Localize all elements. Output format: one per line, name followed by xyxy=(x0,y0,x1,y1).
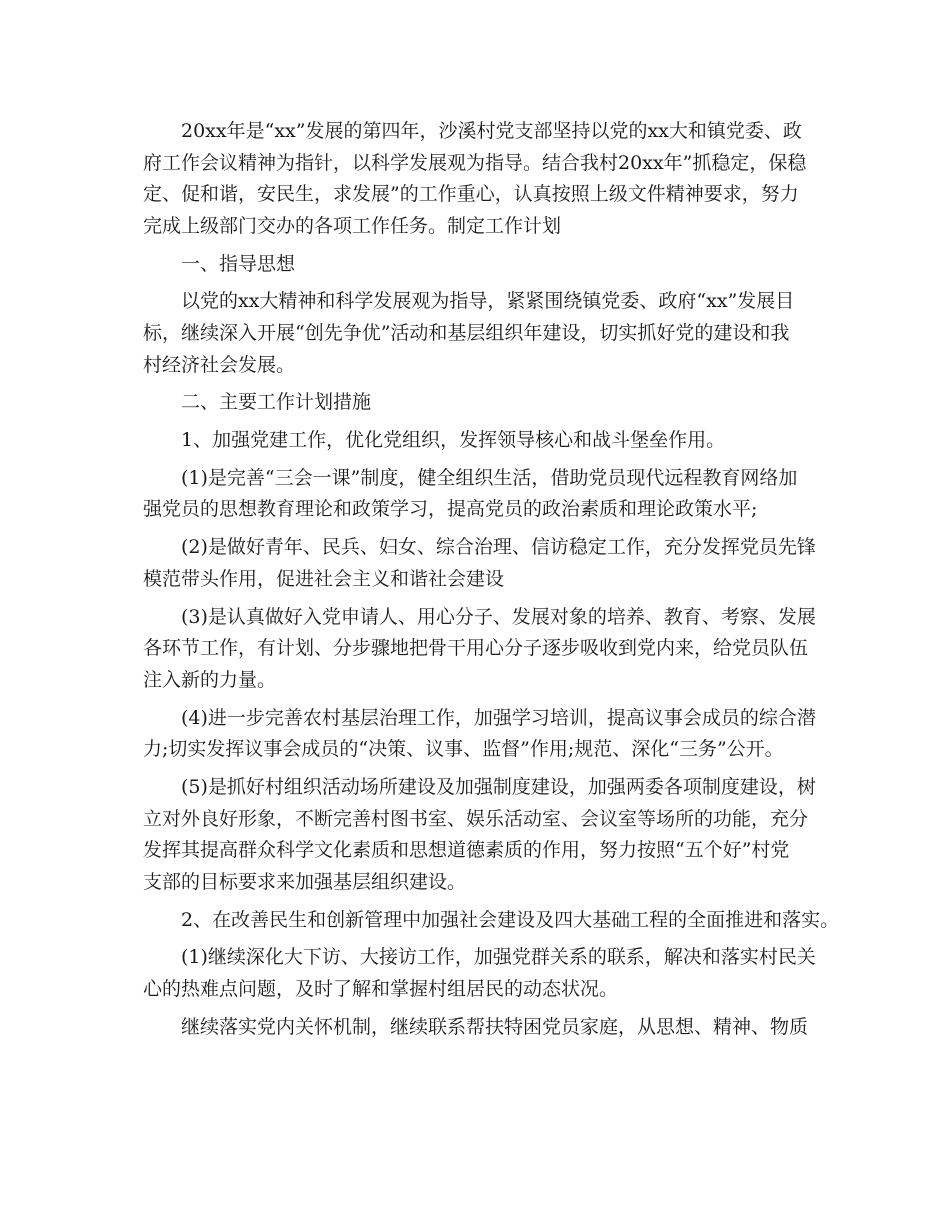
paragraph xyxy=(143,463,823,526)
paragraph xyxy=(143,942,823,1005)
text-line: 府工作会议精神为指针，以科学发展观为指导。结合我村20xx年”抓稳定，保稳 xyxy=(143,151,807,174)
text-line: 力;切实发挥议事会成员的“决策、议事、监督”作用;规范、深化“三务”公开。 xyxy=(143,738,784,761)
text-line: 20xx年是“xx”发展的第四年，沙溪村党支部坚持以党的xx大和镇党委、政 xyxy=(181,120,802,142)
paragraph xyxy=(143,249,823,281)
paragraph xyxy=(143,116,823,242)
text-line: 标，继续深入开展“创先争优”活动和基层组织年建设，切实抓好党的建设和我 xyxy=(143,321,790,344)
paragraph xyxy=(143,387,823,419)
paragraph xyxy=(143,772,823,898)
text-line: 二、主要工作计划措施 xyxy=(181,391,372,414)
paragraph xyxy=(143,1012,823,1044)
text-line: 继续落实党内关怀机制，继续联系帮扶特困党员家庭，从思想、精神、物质 xyxy=(181,1015,809,1038)
text-line: (1)继续深化大下访、大接访工作，加强党群关系的联系，解决和落实村民关 xyxy=(181,946,816,969)
text-line: 一、指导思想 xyxy=(181,252,296,275)
text-line: 支部的目标要求来加强基层组织建设。 xyxy=(143,870,467,893)
paragraph xyxy=(143,532,823,595)
text-line: (4)进一步完善农村基层治理工作，加强学习培训，提高议事会成员的综合潜 xyxy=(181,706,816,729)
text-line: 注入新的力量。 xyxy=(143,668,277,691)
text-line: (3)是认真做好入党申请人、用心分子、发展对象的培养、教育、考察、发展 xyxy=(181,605,816,628)
text-line: 发挥其提高群众科学文化素质和思想道德素质的作用，努力按照“五个好”村党 xyxy=(143,839,790,862)
text-line: 立对外良好形象，不断完善村图书室、娱乐活动室、会议室等场所的功能，充分 xyxy=(143,807,809,830)
text-line: 模范带头作用，促进社会主义和谐社会建设 xyxy=(143,567,505,590)
text-line: (1)是完善“三会一课”制度，健全组织生活，借助党员现代远程教育网络加 xyxy=(181,466,798,489)
paragraph xyxy=(143,425,823,457)
text-line: 1、加强党建工作，优化党组织，发挥领导核心和战斗堡垒作用。 xyxy=(181,429,726,452)
paragraph xyxy=(143,703,823,766)
text-line: 强党员的思想教育理论和政策学习，提高党员的政治素质和理论政策水平; xyxy=(143,498,758,521)
paragraph xyxy=(143,602,823,697)
text-line: 以党的xx大精神和科学发展观为指导，紧紧围绕镇党委、政府“xx”发展目 xyxy=(181,290,795,313)
paragraph xyxy=(143,286,823,381)
text-line: 2、在改善民生和创新管理中加强社会建设及四大基础工程的全面推进和落实。 xyxy=(181,908,840,931)
text-line: 各环节工作，有计划、分步骤地把骨干用心分子逐步吸收到党内来，给党员队伍 xyxy=(143,637,809,660)
text-line: 定、促和谐，安民生，求发展”的工作重心，认真按照上级文件精神要求，努力 xyxy=(143,183,799,206)
text-line: 村经济社会发展。 xyxy=(143,353,296,376)
text-line: (5)是抓好村组织活动场所建设及加强制度建设，加强两委各项制度建设，树 xyxy=(181,775,816,798)
text-line: 完成上级部门交办的各项工作任务。制定工作计划 xyxy=(143,214,562,237)
paragraph xyxy=(143,905,840,937)
text-line: (2)是做好青年、民兵、妇女、综合治理、信访稳定工作，充分发挥党员先锋 xyxy=(181,536,816,559)
text-line: 心的热难点问题，及时了解和掌握村组居民的动态状况。 xyxy=(143,977,619,1000)
document-body xyxy=(143,116,840,1049)
